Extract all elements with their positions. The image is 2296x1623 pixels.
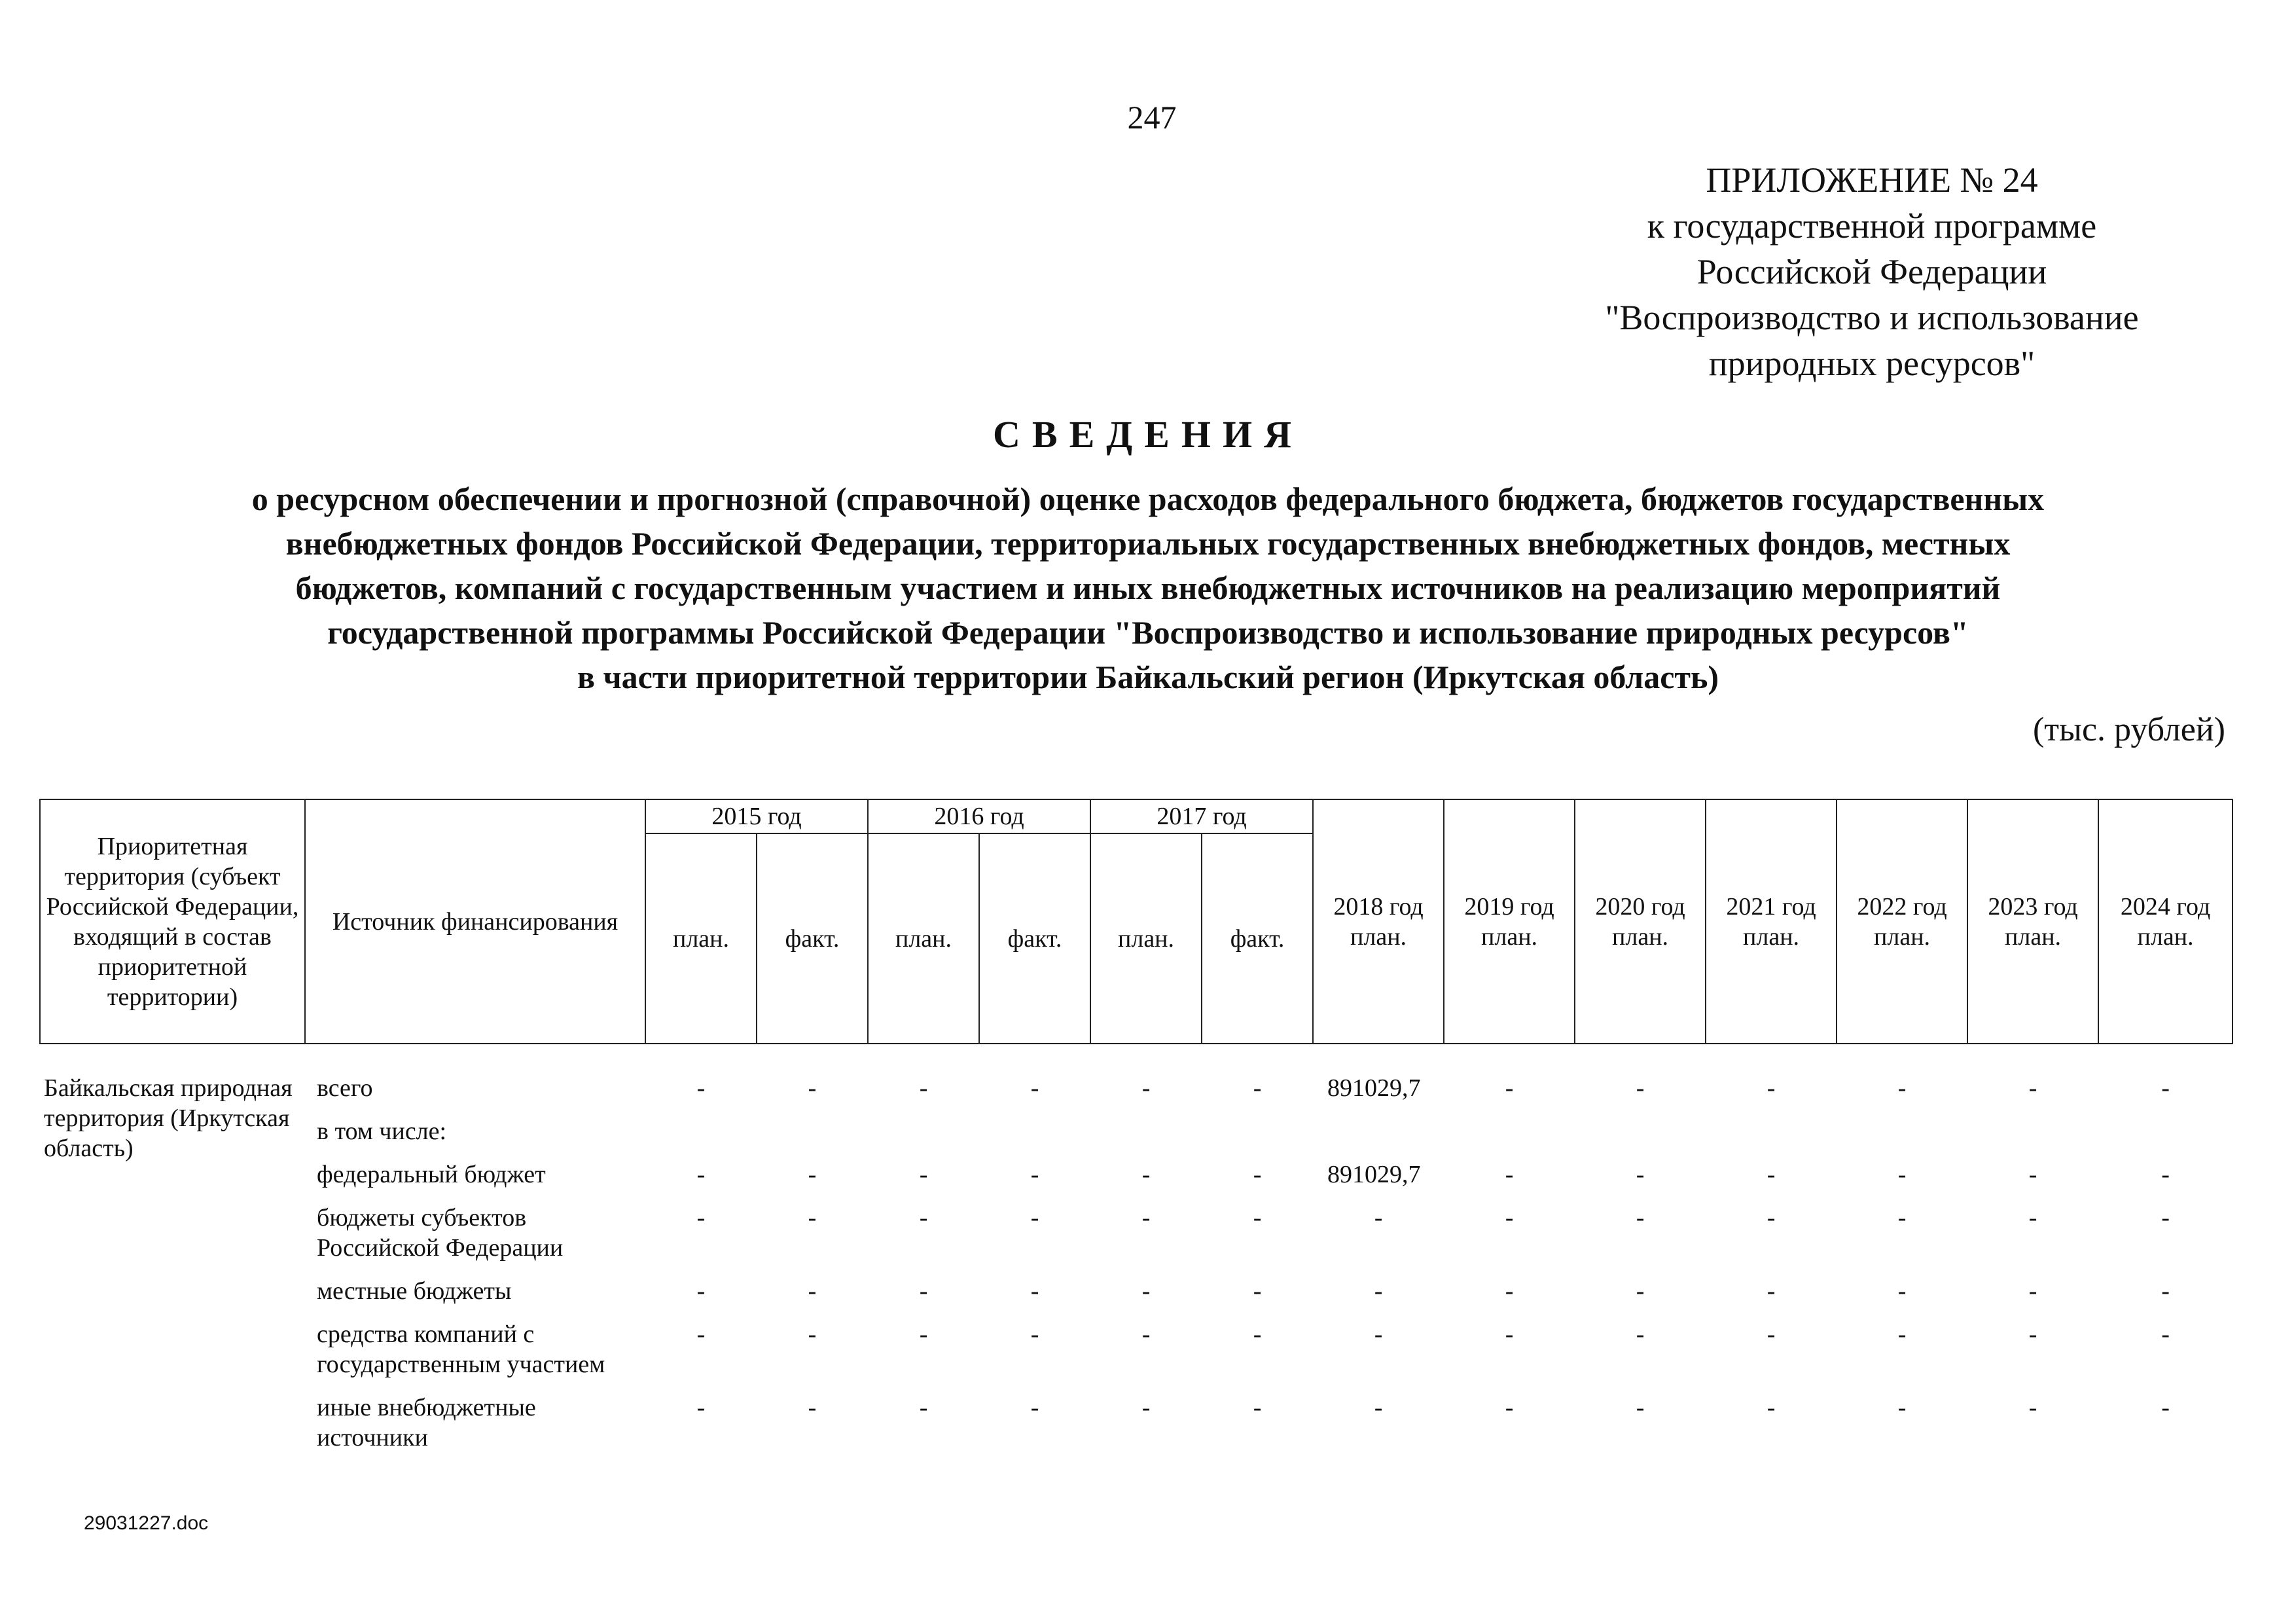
header-fact: факт. bbox=[757, 833, 868, 1044]
value-cell: - bbox=[1636, 1394, 1645, 1421]
value-cell: - bbox=[1374, 1394, 1383, 1421]
header-year-2019: 2019 год план. bbox=[1444, 799, 1575, 1044]
value-cell: - bbox=[696, 1204, 706, 1231]
value-cell: - bbox=[919, 1161, 928, 1188]
value-cell: - bbox=[1636, 1161, 1645, 1188]
value-cell bbox=[1575, 1116, 1706, 1159]
value-cell: - bbox=[696, 1161, 706, 1188]
value-cell: - bbox=[808, 1277, 817, 1305]
value-cell: 891029,7 bbox=[1327, 1161, 1421, 1188]
value-cell: - bbox=[1253, 1394, 1262, 1421]
document-title: СВЕДЕНИЯ bbox=[993, 413, 1303, 456]
value-cell: - bbox=[1767, 1277, 1776, 1305]
value-cell bbox=[757, 1116, 868, 1159]
value-cell bbox=[868, 1116, 979, 1159]
value-cell bbox=[1706, 1116, 1837, 1159]
value-cell: - bbox=[1505, 1074, 1514, 1102]
value-cell: - bbox=[1505, 1277, 1514, 1305]
value-cell: - bbox=[2161, 1277, 2170, 1305]
value-cell bbox=[2098, 1116, 2233, 1159]
annex-line: природных ресурсов" bbox=[1708, 344, 2036, 383]
value-cell: - bbox=[1030, 1161, 1039, 1188]
value-cell: - bbox=[1030, 1277, 1039, 1305]
value-cell: - bbox=[2161, 1204, 2170, 1231]
header-year-2024: 2024 год план. bbox=[2098, 799, 2233, 1044]
value-cell: - bbox=[1141, 1161, 1151, 1188]
source-cell: средства компаний с государственным участием bbox=[317, 1321, 605, 1378]
value-cell: - bbox=[808, 1074, 817, 1102]
source-cell: бюджеты субъектов Российской Федерации bbox=[317, 1204, 564, 1262]
value-cell: - bbox=[919, 1394, 928, 1421]
value-cell: - bbox=[1897, 1161, 1907, 1188]
value-cell: - bbox=[1636, 1204, 1645, 1231]
value-cell: - bbox=[919, 1321, 928, 1348]
header-year-2018: 2018 год план. bbox=[1313, 799, 1444, 1044]
table-row bbox=[40, 1044, 2233, 1116]
value-cell bbox=[1967, 1116, 2098, 1159]
value-cell: - bbox=[1253, 1277, 1262, 1305]
value-cell: - bbox=[1505, 1321, 1514, 1348]
header-plan: план. bbox=[868, 833, 979, 1044]
value-cell bbox=[1202, 1116, 1313, 1159]
source-cell: местные бюджеты bbox=[317, 1277, 512, 1305]
header-year-2022: 2022 год план. bbox=[1837, 799, 1967, 1044]
value-cell: - bbox=[1030, 1321, 1039, 1348]
header-territory: Приоритетная территория (субъект Российской Федерации, входящий в состав приоритетной территории) bbox=[40, 799, 305, 1044]
source-cell: в том числе: bbox=[317, 1118, 447, 1145]
value-cell bbox=[645, 1116, 757, 1159]
header-year-2023: 2023 год план. bbox=[1967, 799, 2098, 1044]
value-cell: - bbox=[2161, 1321, 2170, 1348]
document-subtitle bbox=[79, 477, 2217, 699]
value-cell: - bbox=[1897, 1074, 1907, 1102]
document-code: 29031227.doc bbox=[84, 1512, 209, 1534]
value-cell: - bbox=[1767, 1074, 1776, 1102]
value-cell: - bbox=[1897, 1321, 1907, 1348]
value-cell: - bbox=[2028, 1204, 2037, 1231]
value-cell bbox=[1837, 1116, 1967, 1159]
value-cell: - bbox=[1374, 1277, 1383, 1305]
header-year-2021: 2021 год план. bbox=[1706, 799, 1837, 1044]
header-year-2016: 2016 год bbox=[868, 799, 1090, 833]
subtitle-line: в части приоритетной территории Байкальский регион (Иркутская область) bbox=[577, 659, 1719, 695]
value-cell bbox=[1090, 1116, 1202, 1159]
header-year-2015: 2015 год bbox=[645, 799, 868, 833]
table-row bbox=[40, 1276, 2233, 1319]
value-cell: - bbox=[2161, 1394, 2170, 1421]
subtitle-line: бюджетов, компаний с государственным участием и иных внебюджетных источников на реализацию мероприятий bbox=[295, 570, 2001, 606]
budget-table bbox=[39, 799, 2233, 1466]
territory-cell: Байкальская природная территория (Иркутская область) bbox=[44, 1074, 293, 1162]
value-cell: - bbox=[1141, 1394, 1151, 1421]
value-cell: - bbox=[808, 1161, 817, 1188]
source-cell: иные внебюджетные источники bbox=[317, 1394, 536, 1451]
header-plan: план. bbox=[1090, 833, 1202, 1044]
value-cell: - bbox=[1253, 1161, 1262, 1188]
value-cell bbox=[1444, 1116, 1575, 1159]
value-cell: - bbox=[1505, 1204, 1514, 1231]
value-cell: - bbox=[1897, 1204, 1907, 1231]
value-cell: - bbox=[2028, 1074, 2037, 1102]
value-cell: - bbox=[696, 1321, 706, 1348]
value-cell: - bbox=[1374, 1321, 1383, 1348]
value-cell: - bbox=[1505, 1161, 1514, 1188]
value-cell: - bbox=[696, 1394, 706, 1421]
value-cell: - bbox=[2028, 1321, 2037, 1348]
subtitle-line: государственной программы Российской Федерации "Воспроизводство и использование природных ресурсов" bbox=[327, 614, 1969, 651]
header-source: Источник финансирования bbox=[305, 799, 645, 1044]
value-cell: - bbox=[1030, 1074, 1039, 1102]
value-cell: - bbox=[1253, 1204, 1262, 1231]
value-cell: - bbox=[919, 1277, 928, 1305]
annex-line: "Воспроизводство и использование bbox=[1605, 298, 2139, 337]
table-row bbox=[40, 1159, 2233, 1203]
value-cell: - bbox=[696, 1277, 706, 1305]
subtitle-line: о ресурсном обеспечении и прогнозной (справочной) оценке расходов федерального бюджета, бюджетов государственных bbox=[251, 481, 2045, 517]
source-cell: федеральный бюджет bbox=[317, 1161, 546, 1188]
header-year-2020: 2020 год план. bbox=[1575, 799, 1706, 1044]
value-cell: - bbox=[919, 1204, 928, 1231]
header-plan: план. bbox=[645, 833, 757, 1044]
table-row bbox=[40, 1116, 2233, 1159]
value-cell bbox=[979, 1116, 1090, 1159]
table-row bbox=[40, 1319, 2233, 1393]
value-cell: - bbox=[1253, 1074, 1262, 1102]
value-cell: - bbox=[1030, 1204, 1039, 1231]
value-cell: - bbox=[1141, 1074, 1151, 1102]
subtitle-line: внебюджетных фондов Российской Федерации, территориальных государственных внебюджетных фондов, местных bbox=[285, 525, 2011, 562]
value-cell: - bbox=[1374, 1204, 1383, 1231]
value-cell: - bbox=[1897, 1277, 1907, 1305]
value-cell: - bbox=[1636, 1074, 1645, 1102]
value-cell: - bbox=[2161, 1161, 2170, 1188]
value-cell: - bbox=[808, 1394, 817, 1421]
header-year-2017: 2017 год bbox=[1090, 799, 1313, 833]
units-label: (тыс. рублей) bbox=[2032, 711, 2225, 748]
annex-block bbox=[1545, 157, 2199, 386]
table-row bbox=[40, 1203, 2233, 1276]
value-cell: - bbox=[808, 1321, 817, 1348]
value-cell: - bbox=[2028, 1277, 2037, 1305]
value-cell: - bbox=[1141, 1277, 1151, 1305]
value-cell: - bbox=[696, 1074, 706, 1102]
value-cell: - bbox=[1636, 1277, 1645, 1305]
source-cell: всего bbox=[317, 1074, 373, 1102]
value-cell: - bbox=[1767, 1161, 1776, 1188]
value-cell: - bbox=[808, 1204, 817, 1231]
value-cell: - bbox=[1897, 1394, 1907, 1421]
table-row bbox=[40, 1393, 2233, 1466]
value-cell: - bbox=[1636, 1321, 1645, 1348]
value-cell: - bbox=[1141, 1204, 1151, 1231]
header-fact: факт. bbox=[979, 833, 1090, 1044]
value-cell: - bbox=[1141, 1321, 1151, 1348]
value-cell: - bbox=[2028, 1161, 2037, 1188]
annex-line: Российской Федерации bbox=[1696, 252, 2047, 291]
value-cell: - bbox=[1253, 1321, 1262, 1348]
value-cell: - bbox=[1767, 1321, 1776, 1348]
value-cell: 891029,7 bbox=[1327, 1074, 1421, 1102]
value-cell: - bbox=[2161, 1074, 2170, 1102]
value-cell: - bbox=[1030, 1394, 1039, 1421]
annex-title: ПРИЛОЖЕНИЕ № 24 bbox=[1706, 160, 2038, 200]
value-cell: - bbox=[1767, 1204, 1776, 1231]
value-cell: - bbox=[1767, 1394, 1776, 1421]
value-cell: - bbox=[919, 1074, 928, 1102]
page-number: 247 bbox=[1127, 99, 1177, 136]
value-cell: - bbox=[2028, 1394, 2037, 1421]
value-cell bbox=[1313, 1116, 1444, 1159]
header-fact: факт. bbox=[1202, 833, 1313, 1044]
value-cell: - bbox=[1505, 1394, 1514, 1421]
annex-line: к государственной программе bbox=[1647, 206, 2097, 246]
